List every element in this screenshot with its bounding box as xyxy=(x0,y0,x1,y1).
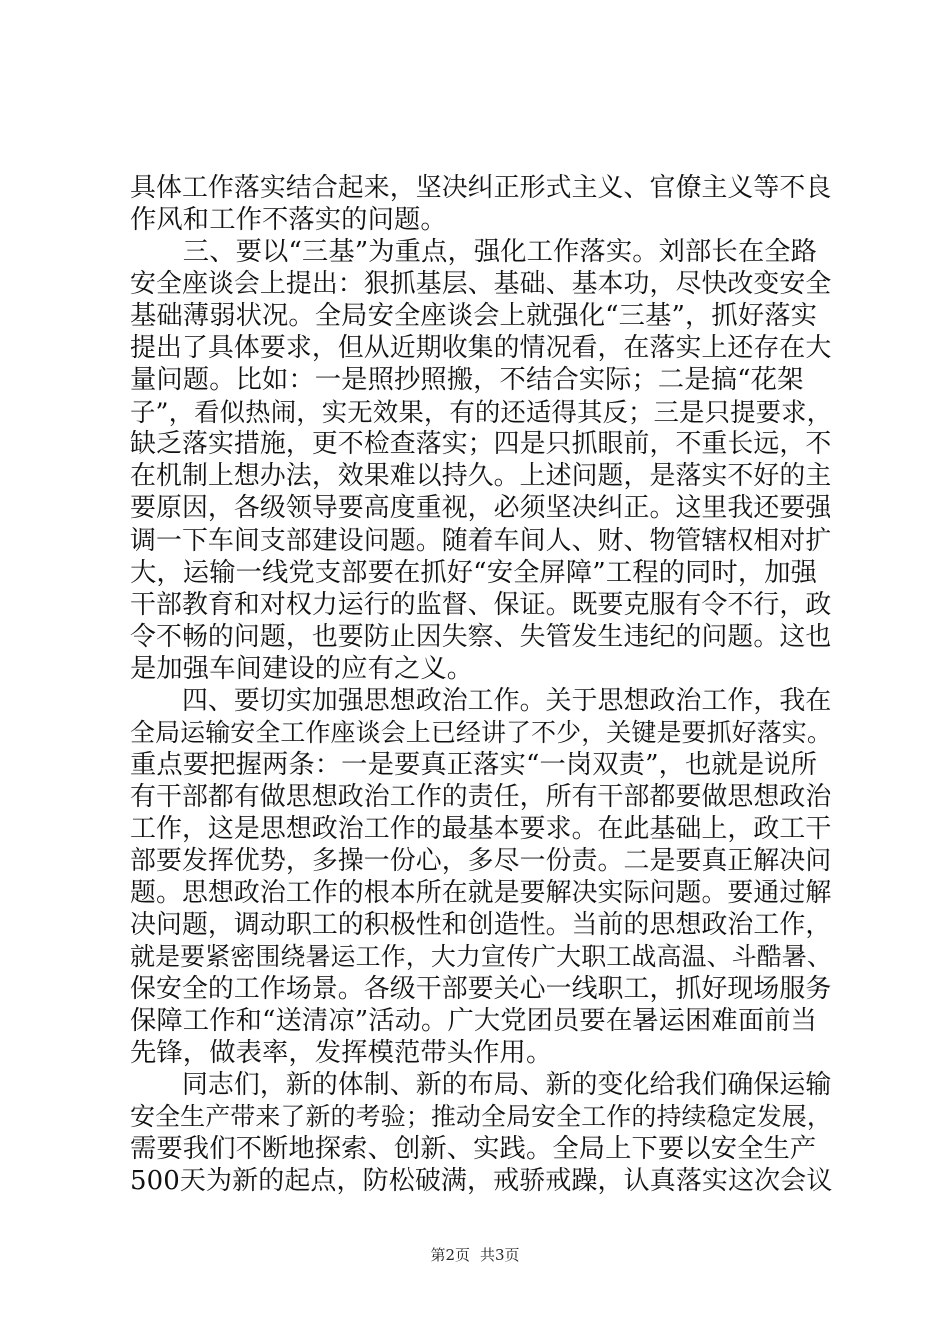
text-line: 三、要以“三基”为重点，强化工作落实。刘部长在全路 xyxy=(130,237,818,268)
text-line: 令不畅的问题，也要防止因失察、失管发生违纪的问题。这也 xyxy=(130,621,832,652)
text-line: 就是要紧密围绕暑运工作，大力宣传广大职工战高温、斗酷暑、 xyxy=(130,942,832,972)
text-line: 干部教育和对权力运行的监督、保证。既要克服有令不行，政 xyxy=(130,589,832,620)
text-line: 量问题。比如：一是照抄照搬，不结合实际；二是搞“花架 xyxy=(130,365,804,396)
text-line: 500天为新的起点，防松破满，戒骄戒躁，认真落实这次会议 xyxy=(130,1166,833,1197)
page-total: 共3页 xyxy=(480,1246,520,1264)
text-line: 需要我们不断地探索、创新、实践。全局上下要以安全生产 xyxy=(130,1134,817,1165)
text-line: 安全生产带来了新的考验；推动全局安全工作的持续稳定发展， xyxy=(130,1102,832,1132)
text-line: 在机制上想办法，效果难以持久。上述问题，是落实不好的主 xyxy=(130,461,832,492)
text-line: 部要发挥优势，多操一份心，多尽一份责。二是要真正解决问 xyxy=(130,845,832,876)
text-line: 有干部都有做思想政治工作的责任，所有干部都要做思想政治 xyxy=(130,781,832,812)
text-line: 子”，看似热闹，实无效果，有的还适得其反；三是只提要求， xyxy=(130,397,833,428)
text-line: 提出了具体要求，但从近期收集的情况看，在落实上还存在大 xyxy=(130,333,832,364)
text-line: 缺乏落实措施，更不检查落实；四是只抓眼前，不重长远，不 xyxy=(130,429,832,460)
text-line: 是加强车间建设的应有之义。 xyxy=(130,653,474,684)
page-number: 第2页 xyxy=(430,1246,470,1264)
page-footer xyxy=(0,1245,950,1265)
text-line: 要原因，各级领导要高度重视，必须坚决纠正。这里我还要强 xyxy=(130,493,832,524)
text-line: 作风和工作不落实的问题。 xyxy=(130,205,447,236)
text-line: 四、要切实加强思想政治工作。关于思想政治工作，我在 xyxy=(130,685,832,716)
text-line: 保安全的工作场景。各级干部要关心一线职工，抓好现场服务 xyxy=(130,974,832,1005)
text-line: 全局运输安全工作座谈会上已经讲了不少，关键是要抓好落实。 xyxy=(130,717,832,747)
text-line: 保障工作和“送清凉”活动。广大党团员要在暑运困难面前当 xyxy=(130,1006,818,1037)
text-line: 大，运输一线党支部要在抓好“安全屏障”工程的同时，加强 xyxy=(130,557,818,588)
document-body xyxy=(130,172,832,1198)
text-line: 安全座谈会上提出：狠抓基层、基础、基本功，尽快改变安全 xyxy=(130,269,832,300)
text-line: 决问题，调动职工的积极性和创造性。当前的思想政治工作， xyxy=(130,910,832,941)
text-line: 重点要把握两条：一是要真正落实“一岗双责”，也就是说所 xyxy=(130,749,818,780)
text-line: 同志们，新的体制、新的布局、新的变化给我们确保运输 xyxy=(130,1070,832,1101)
text-line: 题。思想政治工作的根本所在就是要解决实际问题。要通过解 xyxy=(130,878,832,909)
text-line: 调一下车间支部建设问题。随着车间人、财、物管辖权相对扩 xyxy=(130,525,832,556)
text-line: 先锋，做表率，发挥模范带头作用。 xyxy=(130,1038,553,1069)
text-line: 工作，这是思想政治工作的最基本要求。在此基础上，政工干 xyxy=(130,813,832,844)
text-line: 基础薄弱状况。全局安全座谈会上就强化“三基”，抓好落实 xyxy=(130,301,818,332)
text-line: 具体工作落实结合起来，坚决纠正形式主义、官僚主义等不良 xyxy=(130,173,832,203)
